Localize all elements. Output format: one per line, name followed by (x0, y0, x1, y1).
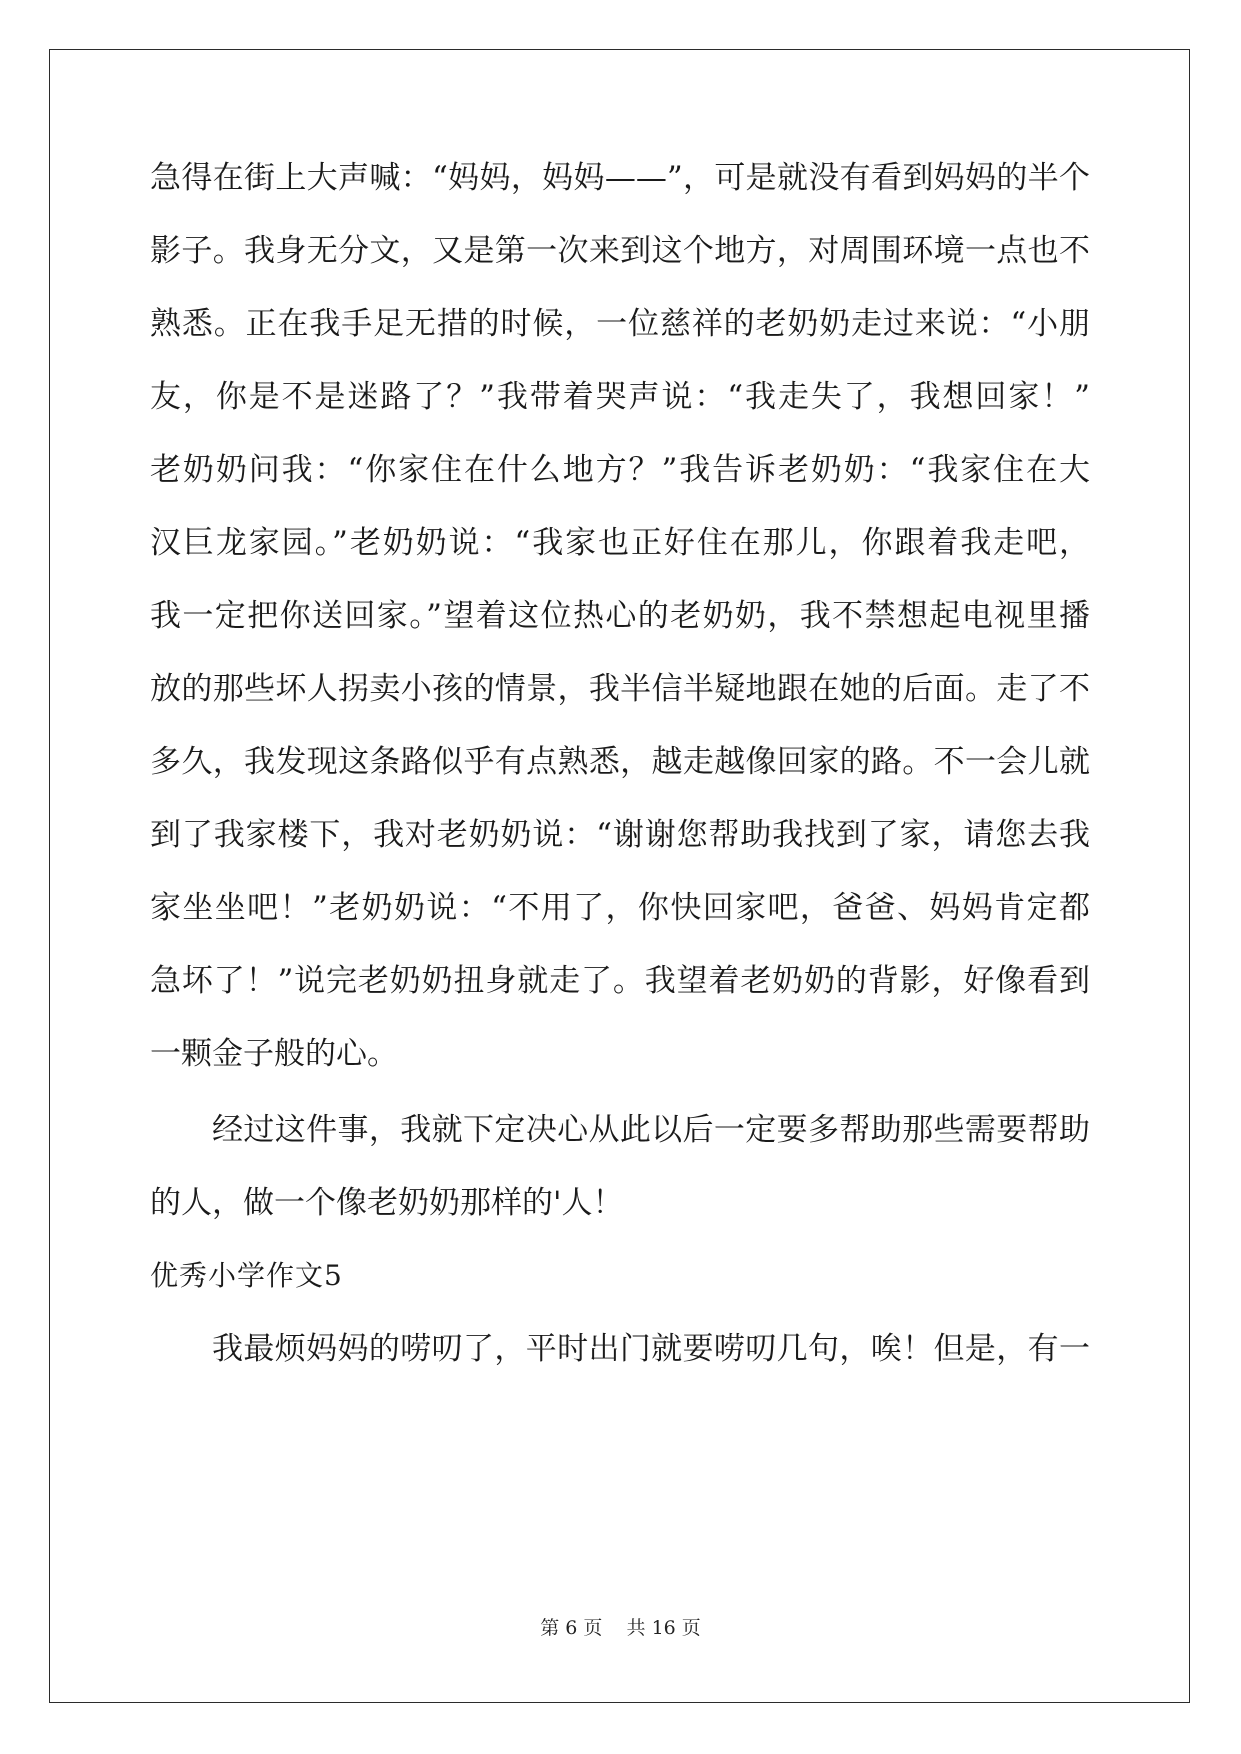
text-line: 多久，我发现这条路似乎有点熟悉，越走越像回家的路。不一会儿就 (150, 744, 1090, 780)
paragraph-first-line: 经过这件事，我就下定决心从此以后一定要多帮助那些需要帮助 (212, 1112, 1090, 1148)
page-number: 第 6 页 (540, 1617, 603, 1639)
text-line: 老奶奶问我：“你家住在什么地方？”我告诉老奶奶：“我家住在大 (150, 452, 1090, 488)
text-line: 一颗金子般的心。 (150, 1036, 398, 1072)
text-line: 影子。我身无分文，又是第一次来到这个地方，对周围环境一点也不 (150, 233, 1090, 269)
text-line: 放的那些坏人拐卖小孩的情景，我半信半疑地跟在她的后面。走了不 (150, 671, 1090, 707)
page-border (49, 49, 1190, 1703)
text-line: 熟悉。正在我手足无措的时候，一位慈祥的老奶奶走过来说：“小朋 (150, 306, 1090, 342)
page-total: 共 16 页 (626, 1617, 701, 1639)
text-line: 的人，做一个像老奶奶那样的'人！ (150, 1185, 624, 1221)
paragraph-first-line: 我最烦妈妈的唠叨了，平时出门就要唠叨几句，唉！但是，有一 (212, 1331, 1090, 1367)
section-heading: 优秀小学作文5 (150, 1259, 343, 1292)
text-line: 急坏了！”说完老奶奶扭身就走了。我望着老奶奶的背影，好像看到 (150, 963, 1090, 999)
page-footer (0, 1616, 1241, 1640)
footer-gap (602, 1617, 626, 1639)
text-line: 家坐坐吧！”老奶奶说：“不用了，你快回家吧，爸爸、妈妈肯定都 (150, 890, 1090, 926)
text-line: 汉巨龙家园。”老奶奶说：“我家也正好住在那儿，你跟着我走吧， (150, 525, 1090, 561)
text-line: 到了我家楼下，我对老奶奶说：“谢谢您帮助我找到了家，请您去我 (150, 817, 1090, 853)
text-line: 友，你是不是迷路了？”我带着哭声说：“我走失了，我想回家！” (150, 379, 1090, 415)
text-line: 我一定把你送回家。”望着这位热心的老奶奶，我不禁想起电视里播 (150, 598, 1090, 634)
text-line: 急得在街上大声喊：“妈妈，妈妈——”，可是就没有看到妈妈的半个 (150, 160, 1090, 196)
